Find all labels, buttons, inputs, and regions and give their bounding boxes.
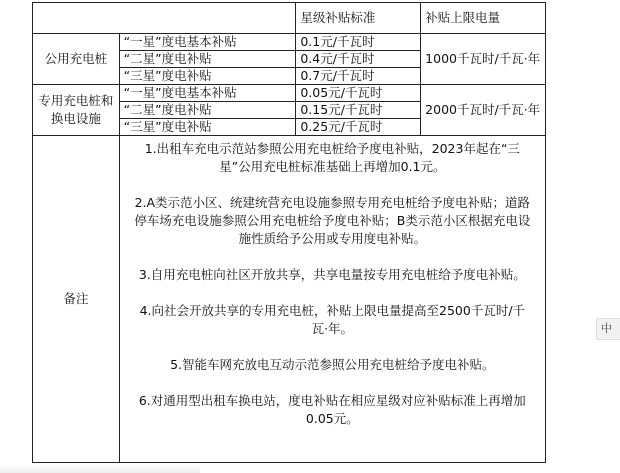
group-name: 专用充电桩和换电设施 bbox=[33, 85, 120, 136]
note-item: 4.向社会开放共享的专用充电桩，补贴上限电量提高至2500千瓦时/千瓦·年。 bbox=[139, 303, 526, 336]
rate-cell: 0.15元/千瓦时 bbox=[296, 102, 421, 119]
item-cell: “二星”度电补贴 bbox=[119, 51, 296, 68]
rate-cell: 0.1元/千瓦时 bbox=[296, 34, 421, 51]
note-item: 5.智能车网充放电互动示范参照公用充电桩给予度电补贴。 bbox=[170, 357, 495, 372]
subsidy-table bbox=[32, 2, 546, 463]
header-standard: 星级补贴标准 bbox=[296, 3, 421, 34]
table-row bbox=[33, 85, 546, 102]
header-limit: 补贴上限电量 bbox=[421, 3, 546, 34]
item-cell: “二星”度电补贴 bbox=[119, 102, 296, 119]
group-name: 公用充电桩 bbox=[33, 34, 120, 85]
limit-cell: 2000千瓦时/千瓦·年 bbox=[421, 85, 546, 136]
note-item: 2.A类示范小区、统建统营充电设施参照专用充电桩给予度电补贴；道路停车场充电设施参照公用充电桩给予度电补贴；B类示范小区根据充电设施性质给予公用或专用度电补贴。 bbox=[134, 195, 531, 246]
notes-row bbox=[33, 136, 546, 463]
bottom-fade bbox=[0, 465, 200, 473]
notes-label: 备注 bbox=[33, 136, 120, 463]
note-item: 3.自用充电桩向社区开放共享，共享电量按专用充电桩给予度电补贴。 bbox=[138, 267, 526, 282]
header-blank bbox=[33, 3, 296, 34]
rate-cell: 0.4元/千瓦时 bbox=[296, 51, 421, 68]
note-item: 6.对通用型出租车换电站，度电补贴在相应星级对应补贴标准上再增加0.05元。 bbox=[138, 393, 526, 426]
side-tab[interactable]: 中 bbox=[596, 318, 620, 340]
rate-cell: 0.25元/千瓦时 bbox=[296, 119, 421, 136]
table-header-row bbox=[33, 3, 546, 34]
rate-cell: 0.7元/千瓦时 bbox=[296, 68, 421, 85]
note-item: 1.出租车充电示范站参照公用充电桩给予度电补贴，2023年起在“三星”公用充电桩标准基础上再增加0.1元。 bbox=[144, 141, 520, 174]
item-cell: “三星”度电补贴 bbox=[119, 68, 296, 85]
item-cell: “三星”度电补贴 bbox=[119, 119, 296, 136]
table-row bbox=[33, 34, 546, 51]
notes-cell bbox=[119, 136, 545, 463]
limit-cell: 1000千瓦时/千瓦·年 bbox=[421, 34, 546, 85]
item-cell: “一星”度电基本补贴 bbox=[119, 34, 296, 51]
item-cell: “一星”度电基本补贴 bbox=[119, 85, 296, 102]
rate-cell: 0.05元/千瓦时 bbox=[296, 85, 421, 102]
